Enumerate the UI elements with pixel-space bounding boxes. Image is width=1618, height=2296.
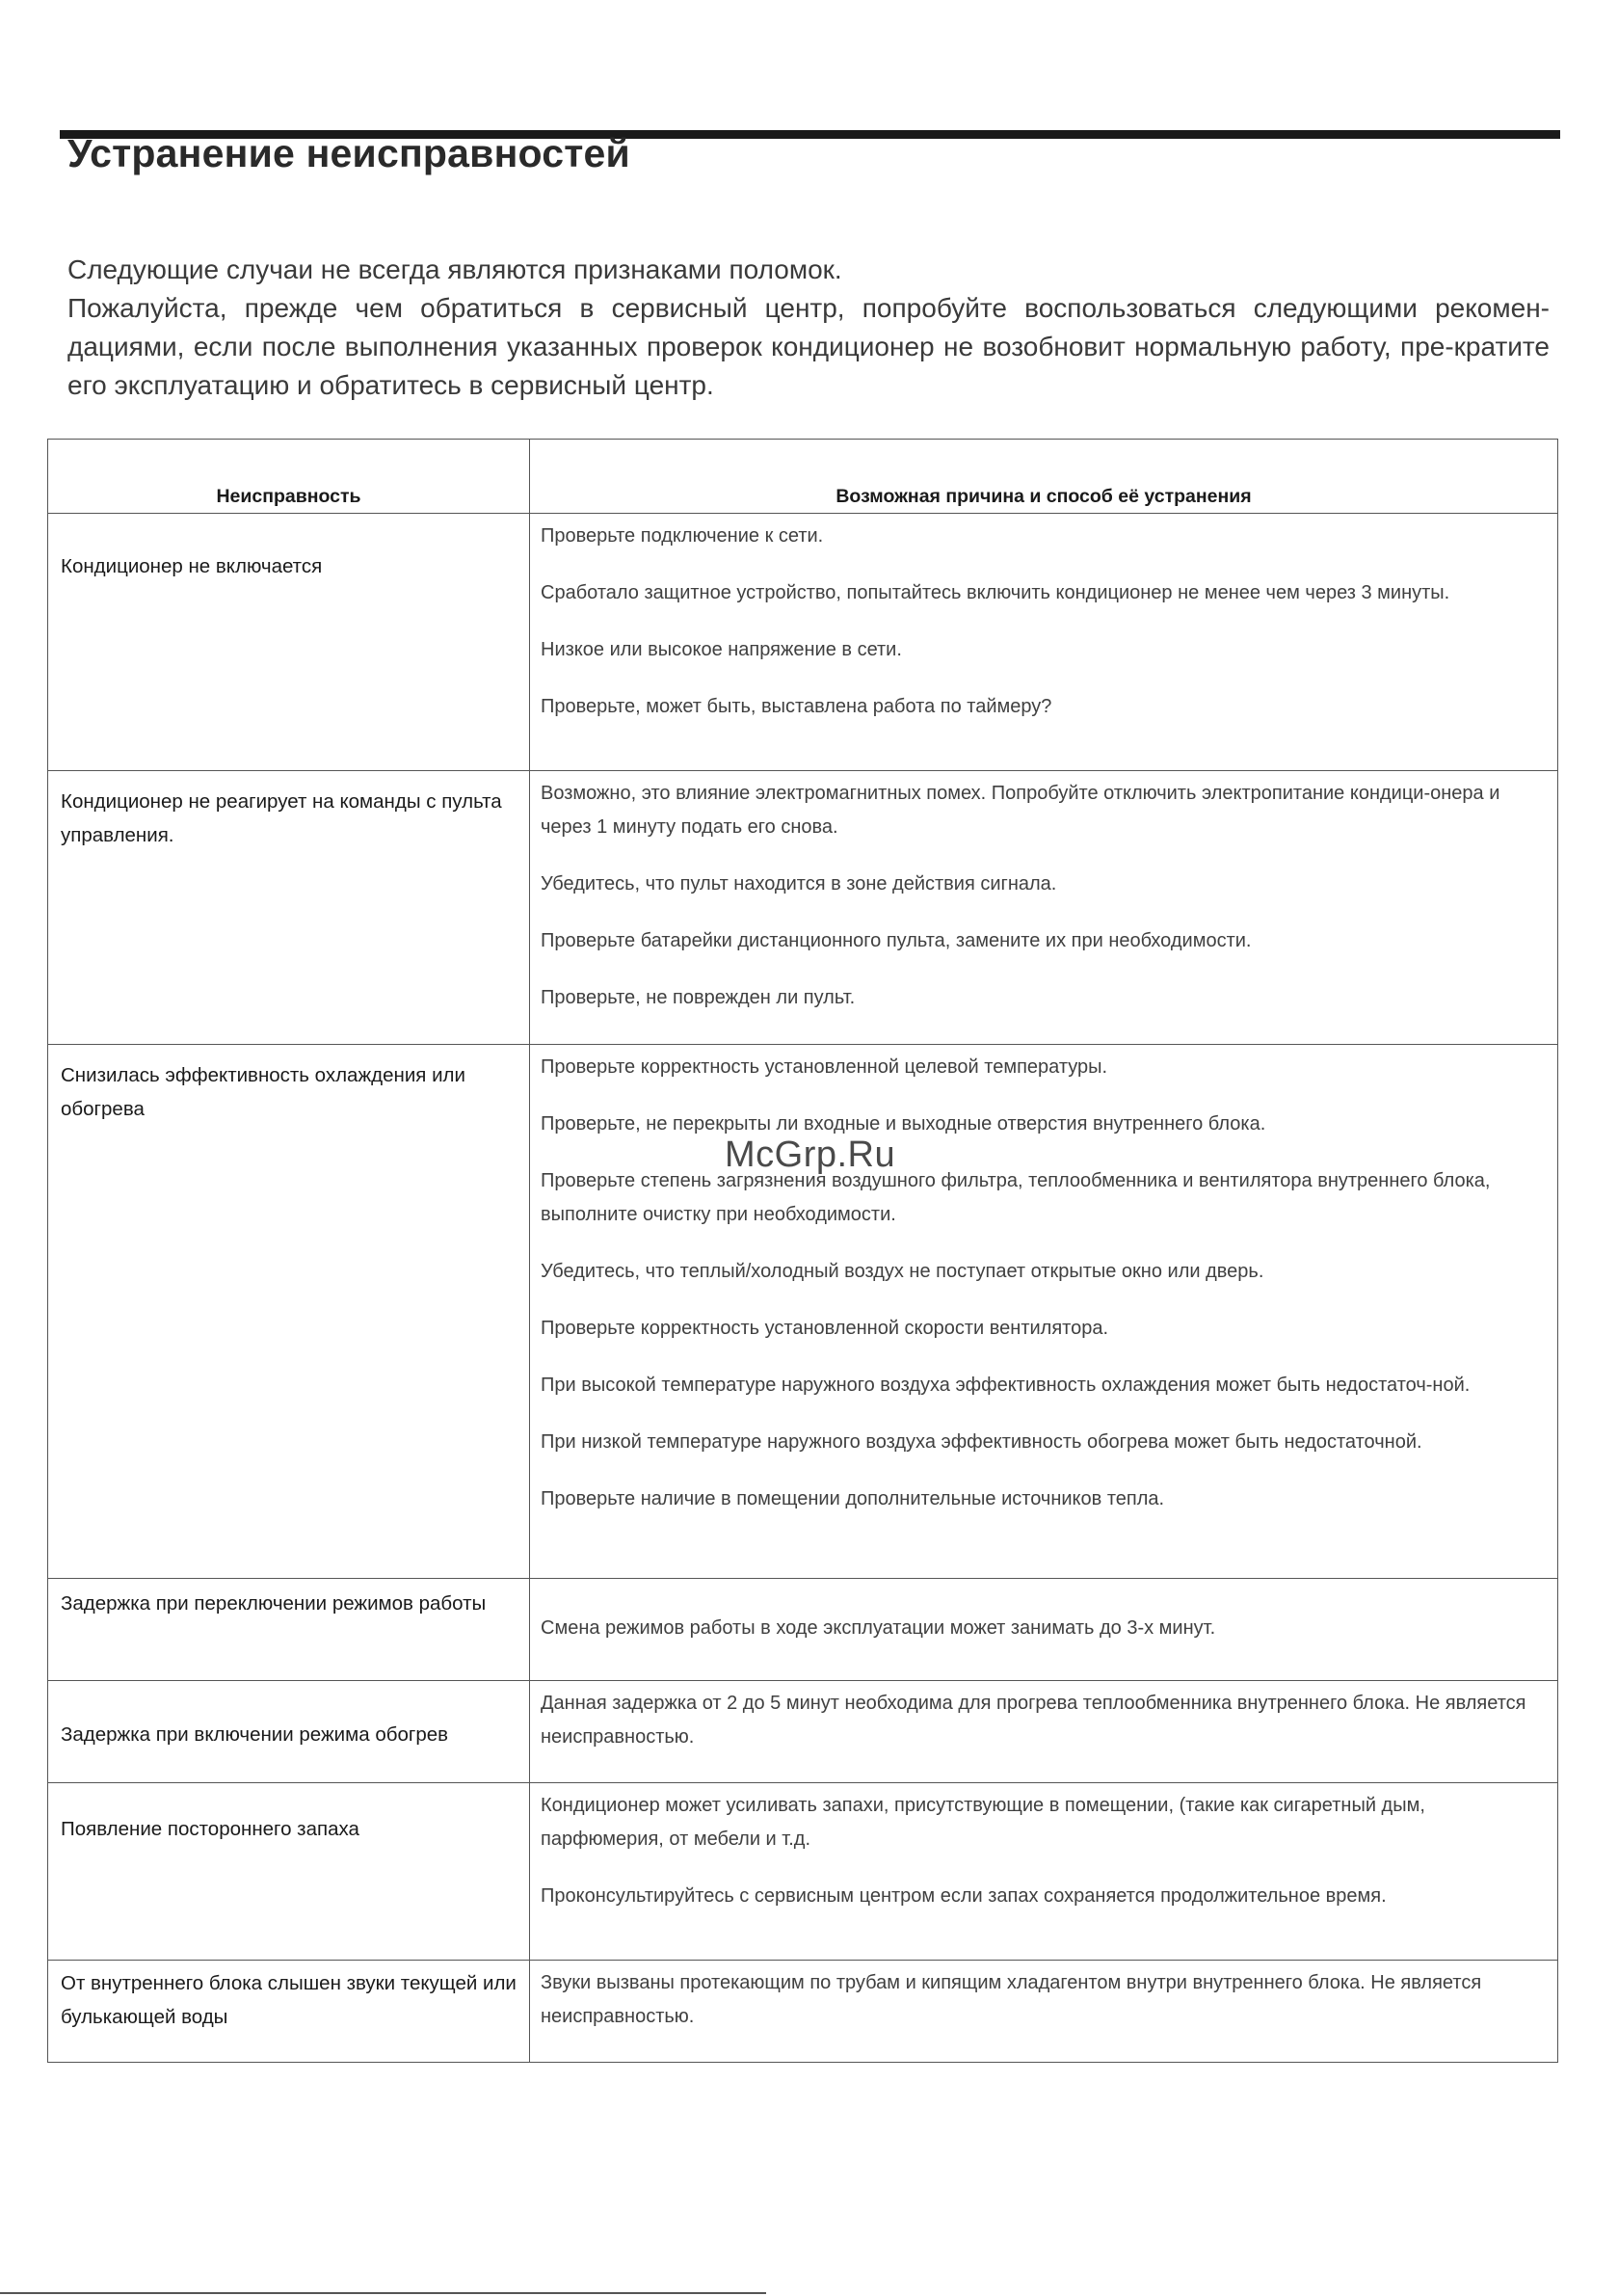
cause-cell	[530, 514, 1558, 771]
fault-cell: Снизилась эффективность охлаждения или обогрева	[48, 1045, 530, 1579]
cause-item: Возможно, это влияние электромагнитных помех. Попробуйте отключить электропитание кондици-онера и через 1 минуту подать его снова.	[541, 783, 1500, 838]
cause-item: Проверьте, может быть, выставлена работа по таймеру?	[541, 696, 1052, 717]
header-fault: Неисправность	[48, 440, 530, 514]
fault-cell: Кондиционер не реагирует на команды с пульта управления.	[48, 771, 530, 1045]
table-row	[48, 1681, 1558, 1783]
page-bottom-rule	[0, 2292, 766, 2294]
cause-item: Смена режимов работы в ходе эксплуатации может занимать до 3-х минут.	[541, 1617, 1216, 1639]
cause-cell	[530, 771, 1558, 1045]
fault-cell: Задержка при переключении режимов работы	[48, 1579, 530, 1681]
table-row	[48, 1783, 1558, 1961]
cause-item: Низкое или высокое напряжение в сети.	[541, 639, 902, 660]
table-row	[48, 514, 1558, 771]
cause-item: Проверьте, не перекрыты ли входные и выходные отверстия внутреннего блока.	[541, 1113, 1266, 1135]
cause-item: Сработало защитное устройство, попытайтесь включить кондиционер не менее чем через 3 минуты.	[541, 582, 1450, 603]
cause-item: Убедитесь, что пульт находится в зоне действия сигнала.	[541, 873, 1057, 894]
cause-cell	[530, 1783, 1558, 1961]
cause-cell	[530, 1681, 1558, 1783]
watermark-text: McGrp.Ru	[725, 1135, 896, 1175]
fault-cell: Кондиционер не включается	[48, 514, 530, 771]
cause-item: Звуки вызваны протекающим по трубам и кипящим хладагентом внутри внутреннего блока. Не является неисправностью.	[541, 1972, 1482, 2027]
cause-item: Проверьте батарейки дистанционного пульта, замените их при необходимости.	[541, 930, 1252, 951]
cause-item: Проверьте корректность установленной целевой температуры.	[541, 1056, 1108, 1078]
table-row	[48, 1961, 1558, 2063]
intro-paragraph: Пожалуйста, прежде чем обратиться в сервисный центр, попробуйте воспользоваться следующими рекомен-дациями, если после выполнения указанных проверок кондиционер не возобновит нормальную работу, пре-кратите его эксплуатацию и обратитесь в сервисный центр.	[67, 293, 1550, 400]
troubleshooting-table	[47, 439, 1558, 2063]
cause-item: При низкой температуре наружного воздуха эффективность обогрева может быть недостаточной.	[541, 1431, 1422, 1453]
cause-item: Проверьте степень загрязнения воздушного фильтра, теплообменника и вентилятора внутреннего блока, выполните очистку при необходимости.	[541, 1170, 1491, 1225]
cause-item: Проверьте наличие в помещении дополнительные источников тепла.	[541, 1488, 1165, 1509]
intro-text	[67, 251, 1550, 405]
header-cause: Возможная причина и способ её устранения	[530, 440, 1558, 514]
cause-item: Данная задержка от 2 до 5 минут необходима для прогрева теплообменника внутреннего блока. Не является неисправностью.	[541, 1693, 1526, 1748]
fault-cell: Появление постороннего запаха	[48, 1783, 530, 1961]
table-header-row	[48, 440, 1558, 514]
cause-cell	[530, 1045, 1558, 1579]
table-row	[48, 771, 1558, 1045]
table-row	[48, 1045, 1558, 1579]
cause-cell	[530, 1579, 1558, 1681]
cause-cell	[530, 1961, 1558, 2063]
fault-cell: Задержка при включении режима обогрев	[48, 1681, 530, 1783]
cause-item: Проверьте, не поврежден ли пульт.	[541, 987, 856, 1008]
fault-cell: От внутреннего блока слышен звуки текущей или булькающей воды	[48, 1961, 530, 2063]
cause-item: Проверьте подключение к сети.	[541, 525, 824, 547]
intro-line: Следующие случаи не всегда являются признаками поломок.	[67, 254, 842, 284]
cause-item: Проверьте корректность установленной скорости вентилятора.	[541, 1318, 1109, 1339]
cause-item: При высокой температуре наружного воздуха эффективность охлаждения может быть недостаточ-ной.	[541, 1375, 1471, 1396]
table-row	[48, 1579, 1558, 1681]
page-title: Устранение неисправностей	[67, 131, 630, 175]
cause-item: Убедитесь, что теплый/холодный воздух не поступает открытые окно или дверь.	[541, 1261, 1264, 1282]
cause-item: Проконсультируйтесь с сервисным центром если запах сохраняется продолжительное время.	[541, 1885, 1387, 1907]
cause-item: Кондиционер может усиливать запахи, присутствующие в помещении, (такие как сигаретный дым, парфюмерия, от мебели и т.д.	[541, 1795, 1425, 1850]
